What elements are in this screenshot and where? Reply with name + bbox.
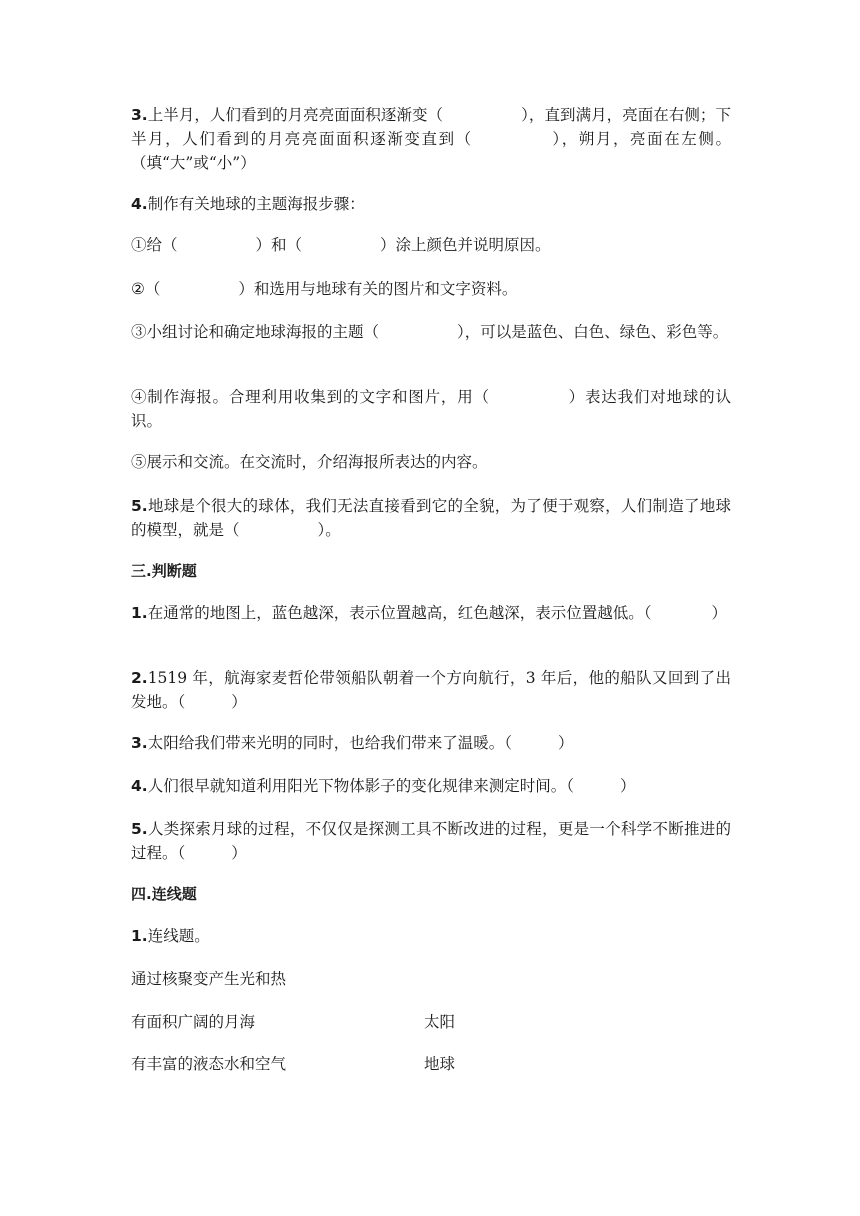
step-text: ⑤展示和交流。在交流时，介绍海报所表达的内容。 <box>131 453 488 471</box>
judge-question-2 <box>131 666 731 714</box>
question-number: 4. <box>131 777 148 795</box>
question-text: ），朔月，亮面在左侧。（填“大”或“小”） <box>131 130 731 172</box>
match-question-title <box>131 924 731 948</box>
question-number: 4. <box>131 195 148 213</box>
judge-question-4 <box>131 774 731 798</box>
step-text: ）涂上颜色并说明原因。 <box>380 236 551 254</box>
match-left-item[interactable]: 有面积广阔的月海 <box>131 1013 256 1031</box>
question-text: 连线题。 <box>147 927 210 945</box>
question-number: 5. <box>131 497 148 515</box>
question-5 <box>131 494 731 542</box>
match-left-item[interactable]: 通过核聚变产生光和热 <box>131 970 287 988</box>
bracket-close: ） <box>231 693 247 711</box>
step-1 <box>131 233 731 257</box>
bracket-open: （ <box>177 693 186 711</box>
step-text: ）和（ <box>255 236 303 254</box>
question-text: 在通常的地图上，蓝色越深，表示位置越高，红色越深，表示位置越低。 <box>147 604 644 622</box>
question-text: ）。 <box>317 521 341 539</box>
question-text: 制作有关地球的主题海报步骤： <box>147 195 365 213</box>
question-3 <box>131 103 731 175</box>
question-text: 上半月，人们看到的月亮亮面面积逐渐变（ <box>147 106 444 124</box>
question-text: ），直到满月，亮面在右侧；下半月，人们看到的月亮亮面面积逐渐变直到（ <box>131 106 731 148</box>
question-text: 1519 年，航海家麦哲伦带领船队朝着一个方向航行，3 年后，他的船队又回到了出发地。 <box>131 669 731 711</box>
question-number: 1. <box>131 927 148 945</box>
bracket-close: ） <box>619 777 636 795</box>
step-3 <box>131 320 731 344</box>
step-text: ），可以是蓝色、白色、绿色、彩色等。 <box>457 323 729 341</box>
step-2 <box>131 277 731 301</box>
question-text: 人类探索月球的过程，不仅仅是探测工具不断改进的过程，更是一个科学不断推进的过程。 <box>131 820 731 862</box>
section-3-heading: 三.判断题 <box>131 562 197 580</box>
match-left-item[interactable]: 有丰富的液态水和空气 <box>131 1055 287 1073</box>
question-text: 太阳给我们带来光明的同时，也给我们带来了温暖。 <box>147 734 505 752</box>
bracket-close: ） <box>711 604 727 622</box>
question-number: 2. <box>131 669 148 687</box>
step-text: ②（ <box>131 280 161 298</box>
bracket-close: ） <box>231 844 247 862</box>
judge-question-3 <box>131 731 731 755</box>
match-right-item[interactable]: 太阳 <box>424 1013 456 1031</box>
question-text: 地球是个很大的球体，我们无法直接看到它的全貌，为了便于观察，人们制造了地球的模型，就是（ <box>131 497 731 539</box>
question-number: 3. <box>131 734 148 752</box>
step-text: ）表达我们对地球的认识。 <box>131 388 731 430</box>
section-4-heading: 四.连线题 <box>131 885 197 903</box>
step-text: ④制作海报。合理利用收集到的文字和图片，用（ <box>131 388 490 406</box>
question-4-title <box>131 192 731 216</box>
step-text: ①给（ <box>131 236 178 254</box>
question-number: 1. <box>131 604 148 622</box>
bracket-open: （ <box>504 734 512 752</box>
judge-question-5 <box>131 817 731 865</box>
step-text: ）和选用与地球有关的图片和文字资料。 <box>238 280 518 298</box>
bracket-close: ） <box>557 734 574 752</box>
judge-question-1 <box>131 601 731 625</box>
question-number: 5. <box>131 820 148 838</box>
bracket-open: （ <box>566 777 574 795</box>
match-right-item[interactable]: 地球 <box>424 1055 456 1073</box>
bracket-open: （ <box>177 844 186 862</box>
question-number: 3. <box>131 106 148 124</box>
step-5 <box>131 450 731 474</box>
step-4 <box>131 385 731 433</box>
bracket-open: （ <box>643 604 652 622</box>
step-text: ③小组讨论和确定地球海报的主题（ <box>131 323 380 341</box>
question-text: 人们很早就知道利用阳光下物体影子的变化规律来测定时间。 <box>147 777 567 795</box>
